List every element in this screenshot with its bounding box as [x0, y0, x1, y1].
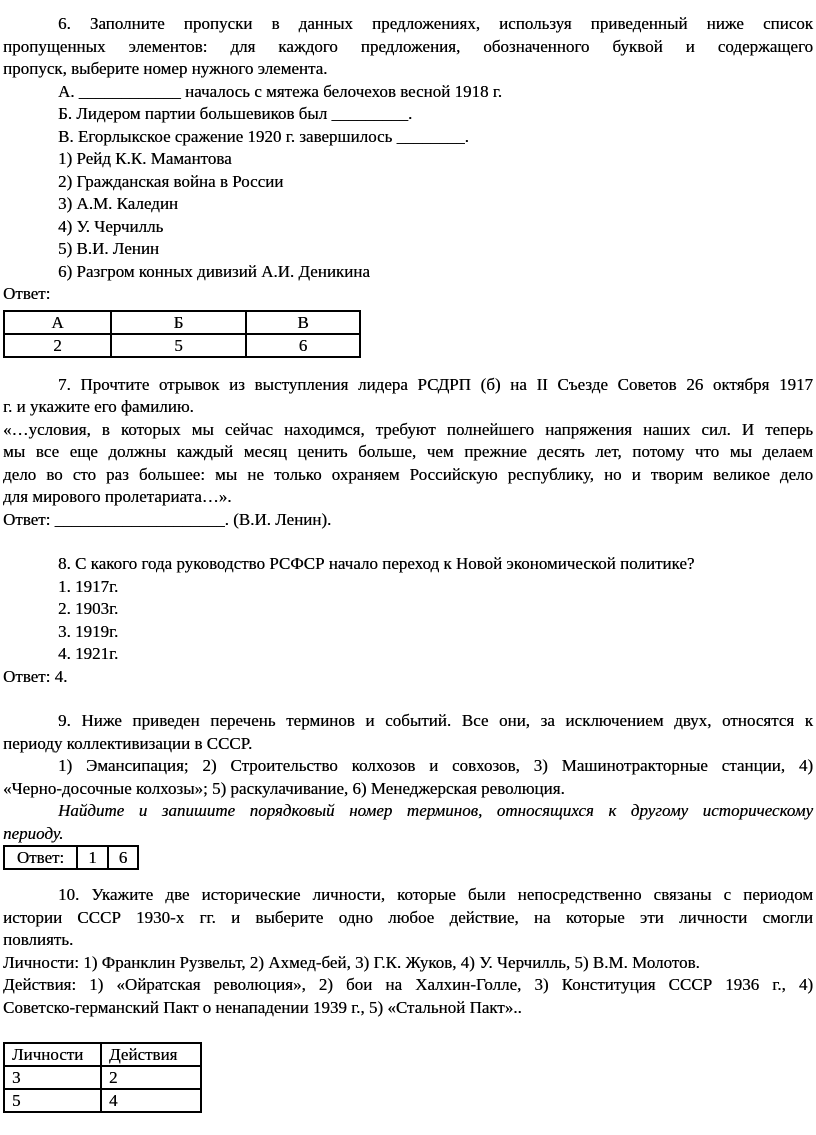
q10-intro-line-2: истории СССР 1930-х гг. и выберите одно любое действие, на которые эти личности смогли [3, 907, 813, 927]
q8-option-4: 4. 1921г. [58, 644, 119, 663]
q10-actions-line-1: Действия: 1) «Ойратская революция», 2) бои на Халхин-Голле, 3) Конституция СССР 1936 г., 4) [3, 975, 813, 994]
q6-intro-line-2: пропущенных элементов: для каждого предложения, обозначенного буквой и содержащего [3, 36, 813, 56]
table-cell: 3 [4, 1066, 101, 1089]
q10-intro-line-1: 10. Укажите две исторические личности, которые были непосредственно связаны с периодом [58, 885, 813, 904]
q7-quote-line-4: для мирового пролетариата…». [3, 487, 232, 506]
question-9 [3, 710, 813, 870]
q6-sentence-b: Б. Лидером партии большевиков был _________. [58, 104, 413, 123]
q9-terms-line-2: «Черно-досочные колхозы»; 5) раскулачивание, 6) Менеджерская революция. [3, 778, 565, 798]
q8-option-3: 3. 1919г. [58, 621, 119, 641]
q6-option-1: 1) Рейд К.К. Мамантова [58, 149, 232, 168]
table-value-row [4, 846, 138, 869]
table-value-row [4, 1066, 201, 1089]
q7-answer-line: Ответ: ____________________. (В.И. Ленин). [3, 509, 332, 529]
q6-sentence-a: А. ____________ началось с мятежа белочехов весной 1918 г. [58, 81, 503, 101]
table-cell: 2 [4, 334, 111, 357]
table-cell: 5 [4, 1089, 101, 1112]
q10-actions-line-2: Советско-германский Пакт о ненападении 1939 г., 5) «Стальной Пакт».. [3, 997, 522, 1017]
q9-instruction-line-2: периоду. [3, 823, 64, 843]
q9-terms-line-1: 1) Эмансипация; 2) Строительство колхозов и совхозов, 3) Машинотракторные станции, 4) [58, 756, 813, 775]
q8-question: 8. С какого года руководство РСФСР начало переход к Новой экономической политике? [58, 554, 695, 573]
q9-answer-table [3, 845, 139, 870]
table-header-cell: Б [111, 311, 246, 334]
q8-option-1: 1. 1917г. [58, 576, 119, 596]
table-header-row [4, 311, 360, 334]
q6-option-5: 5) В.И. Ленин [58, 239, 160, 258]
q10-personalities-line: Личности: 1) Франклин Рузвельт, 2) Ахмед-бей, 3) Г.К. Жуков, 4) У. Черчилль, 5) В.М. Молотов. [3, 952, 700, 972]
q6-option-6: 6) Разгром конных дивизий А.И. Деникина [58, 261, 370, 281]
q7-quote-line-2: мы все еще должны каждый месяц ценить больше, чем прежние десять лет, потому что мы делаем [3, 442, 813, 461]
table-cell: 6 [246, 334, 360, 357]
q6-option-4: 4) У. Черчилль [58, 216, 164, 236]
table-value-row [4, 334, 360, 357]
q7-quote-line-1: «…условия, в которых мы сейчас находимся, требуют полнейшего напряжения наших сил. И теперь [3, 419, 813, 439]
q7-intro-line-1: 7. Прочтите отрывок из выступления лидера РСДРП (б) на II Съезде Советов 26 октября 1917 [58, 374, 813, 394]
q9-answer-label-cell: Ответ: [4, 846, 77, 869]
table-header-cell: В [246, 311, 360, 334]
table-header-cell: Личности [4, 1043, 101, 1066]
table-cell: 4 [101, 1089, 201, 1112]
q10-answer-table [3, 1042, 202, 1113]
question-8 [3, 553, 813, 688]
q6-intro-line-3: пропуск, выберите номер нужного элемента. [3, 59, 328, 78]
q8-option-2: 2. 1903г. [58, 599, 119, 618]
q6-option-3: 3) А.М. Каледин [58, 194, 179, 213]
table-cell: 5 [111, 334, 246, 357]
question-7 [3, 374, 813, 532]
q7-quote-line-3: дело во сто раз большее: мы не только охраняем Российскую республику, но и творим великое дело [3, 464, 813, 484]
q6-option-2: 2) Гражданская война в России [58, 171, 284, 191]
question-6 [3, 13, 813, 358]
q6-sentence-v: В. Егорлыкское сражение 1920 г. завершилось ________. [58, 126, 469, 146]
table-header-row [4, 1043, 201, 1066]
table-value-row [4, 1089, 201, 1112]
table-cell: 6 [108, 846, 138, 869]
q9-intro-line-1: 9. Ниже приведен перечень терминов и событий. Все они, за исключением двух, относятся к [58, 711, 813, 730]
q6-answer-table [3, 310, 361, 358]
q7-intro-line-2: г. и укажите его фамилию. [3, 397, 194, 416]
table-cell: 2 [101, 1066, 201, 1089]
question-10 [3, 884, 813, 1113]
q8-answer-line: Ответ: 4. [3, 666, 68, 686]
q9-intro-line-2: периоду коллективизации в СССР. [3, 733, 253, 753]
q10-intro-line-3: повлиять. [3, 930, 74, 949]
q6-answer-label: Ответ: [3, 284, 51, 303]
q9-instruction-line-1: Найдите и запишите порядковый номер терминов, относящихся к другому историческому [58, 801, 813, 820]
table-cell: 1 [77, 846, 108, 869]
q6-intro-line-1: 6. Заполните пропуски в данных предложениях, используя приведенный ниже список [58, 14, 813, 33]
table-header-cell: А [4, 311, 111, 334]
table-header-cell: Действия [101, 1043, 201, 1066]
